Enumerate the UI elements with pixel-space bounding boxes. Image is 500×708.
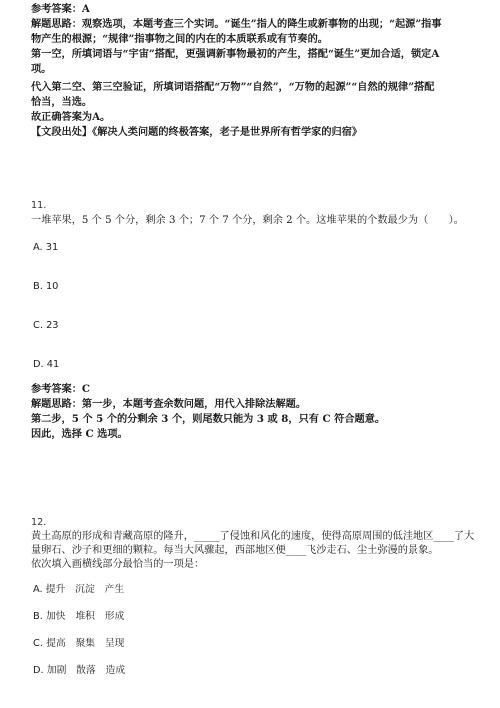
q11-option-d: D. 41 xyxy=(33,359,60,370)
q11-explanation-line: 解题思路：第一步，本题考查余数问题，用代入排除法解题。 xyxy=(31,398,307,410)
q12-prompt: 依次填入画横线部分最恰当的一项是： xyxy=(31,559,205,570)
q10-explanation-line: 第一空，所填词语与“宇宙”搭配，更强调新事物最初的产生，搭配“诞生”更加合适，锁定A xyxy=(31,48,440,60)
q12-stem-line: 量卵石、沙子和更细的颗粒。每当大风骤起，西部地区便____飞沙走石、尘土弥漫的景象。 xyxy=(31,545,439,556)
q12-option-b: B. 加快 堆积 形成 xyxy=(33,611,125,622)
q10-explanation-line: 项。 xyxy=(31,63,52,75)
q11-answer-label: 参考答案：C xyxy=(31,383,91,395)
q11-option-a: A. 31 xyxy=(33,242,59,253)
q10-answer-label: 参考答案：A xyxy=(31,3,90,15)
q11-stem: 一堆苹果，5 个 5 个分，剩余 3 个；7 个 7 个分，剩余 2 个。这堆苹果的个数最少为（ ）。 xyxy=(31,215,464,226)
q11-number: 11. xyxy=(31,200,47,211)
q10-explanation-line: 代入第二空、第三空验证，所填词语搭配“万物”“自然”，“万物的起源”“自然的规律”搭配 xyxy=(31,81,435,93)
q12-option-a: A. 提升 沉淀 产生 xyxy=(33,584,125,595)
q10-explanation-line: 故正确答案为A。 xyxy=(31,111,111,123)
q10-explanation-line: 解题思路：观察选项，本题考查三个实词。“诞生”指人的降生或新事物的出现；“起源”指事 xyxy=(31,18,442,30)
q12-stem-line: 黄土高原的形成和青藏高原的隆升，_____了侵蚀和风化的速度，使得高原周围的低洼地区____了大 xyxy=(31,531,475,542)
q10-source: 【文段出处】《解决人类问题的终极答案，老子是世界所有哲学家的归宿》 xyxy=(31,126,363,138)
q12-option-c: C. 提高 聚集 呈现 xyxy=(33,638,125,649)
q12-option-d: D. 加剧 散落 造成 xyxy=(33,665,126,676)
q11-option-c: C. 23 xyxy=(33,320,59,331)
q12-number: 12. xyxy=(31,517,47,528)
q10-explanation-line: 恰当，当选。 xyxy=(31,96,93,108)
q11-option-b: B. 10 xyxy=(33,281,59,292)
q11-explanation-line: 第二步，5 个 5 个的分剩余 3 个，则尾数只能为 3 或 8，只有 C 符合题意。 xyxy=(31,413,386,425)
q11-explanation-line: 因此，选择 C 选项。 xyxy=(31,428,128,440)
q10-explanation-line: 物产生的根源；“规律”指事物之间的内在的本质联系或有节奏的。 xyxy=(31,33,328,45)
